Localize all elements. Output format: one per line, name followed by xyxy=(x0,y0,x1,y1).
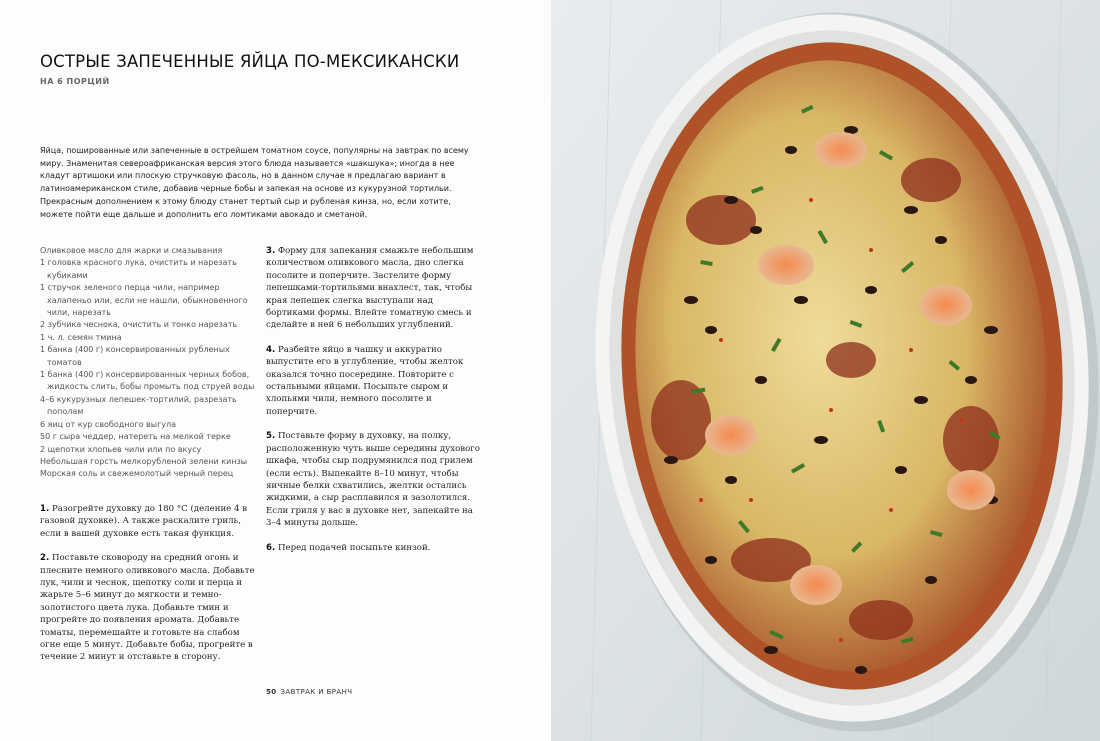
method-column-right xyxy=(266,245,484,566)
ingredient-item: 1 ч. л. семян тмина xyxy=(40,332,122,342)
recipe-intro xyxy=(40,145,485,221)
step-text: Разогрейте духовку до 180 °С (деление 4 в газовой духовке). А также раскалите гриль, если в вашей духовке есть такая функция. xyxy=(40,504,248,539)
step-text: Поставьте сковороду на средний огонь и плесните немного оливкового масла. Добавьте лук, чили и чеснок, щепотку соли и перца и жарьте 5–6 минут до мягкости и темно-золотистого цвета лука. Добавьте тмин и прогрейте до появления аромата. Добавьте томаты, перемешайте и готовьте на слабом огне еще 5 минут. Добавьте бобы, прогрейте в течение 2 минут и отставьте в сторону. xyxy=(40,553,255,663)
step-number: 5. xyxy=(266,431,276,442)
baked-eggs-dish-photo xyxy=(551,0,1100,741)
ingredient-item: Морская соль и свежемолотый черный перец xyxy=(40,469,234,479)
method-step xyxy=(40,552,258,664)
method-step xyxy=(266,245,484,332)
method-step xyxy=(266,344,484,418)
page-number: 50 xyxy=(266,688,277,696)
step-text: Поставьте форму в духовку, на полку, расположенную чуть выше середины духового шкафа, чтобы сыр подрумянился под грилем (если есть). Выпекайте 8–10 минут, чтобы яичные белки схватились, желтки остались жидкими, а сыр расплавился и зазолотился. Если гриля у вас в духовке нет, запекайте на 3–4 минуты дольше. xyxy=(266,431,480,529)
ingredient-item: Небольшая горсть мелкорубленой зелени кинзы xyxy=(40,456,248,466)
method-step xyxy=(266,542,484,554)
method-step xyxy=(266,430,484,529)
step-number: 2. xyxy=(40,553,50,564)
method-column-left xyxy=(40,503,258,676)
step-text: Форму для запекания смажьте небольшим количеством оливкового масла, дно слегка посолите и поперчите. Застелите форму лепешками-тортильями внахлест, так, чтобы края лепешек слегка выступали над бортиками формы. Влейте томатную смесь и сделайте в ней 6 небольших углублений. xyxy=(266,246,474,331)
section-name: ЗАВТРАК И БРАНЧ xyxy=(280,688,353,696)
step-number: 3. xyxy=(266,246,276,256)
page-footer xyxy=(266,688,352,696)
step-text: Разбейте яйцо в чашку и аккуратно выпустите его в углубление, чтобы желток оказался точно посередине. Повторите с остальными яйцами. Посыпьте сыром и хлопьями чили, немного посолите и поперчите. xyxy=(266,344,464,417)
step-number: 6. xyxy=(266,542,276,553)
step-number: 4. xyxy=(266,344,276,355)
ingredient-item: 1 банка (400 г) консервированных рубленых томатов xyxy=(40,345,230,367)
ingredient-item: 1 банка (400 г) консервированных черных бобов, жидкость слить, бобы промыть под струей воды xyxy=(40,370,255,392)
step-number: 1. xyxy=(40,504,50,514)
photo-page xyxy=(551,0,1100,741)
servings-label: НА 6 ПОРЦИЙ xyxy=(40,77,110,86)
ingredient-item: 6 яиц от кур свободного выгула xyxy=(40,419,177,429)
ingredient-item: Оливковое масло для жарки и смазывания xyxy=(40,246,223,255)
ingredient-item: 1 головка красного лука, очистить и нарезать кубиками xyxy=(40,258,237,280)
ingredients-list xyxy=(40,245,260,481)
step-text: Перед подачей посыпьте кинзой. xyxy=(277,542,431,553)
recipe-title: ОСТРЫЕ ЗАПЕЧЕННЫЕ ЯЙЦА ПО-МЕКСИКАНСКИ xyxy=(40,52,460,71)
method-step xyxy=(40,503,258,540)
intro-text: Яйца, пошированные или запеченные в острейшем томатном соусе, популярны на завтрак по всему миру. Знаменитая североафриканская версия этого блюда называется «шакшука»; иногда в нее кладут артишоки или плоскую стручковую фасоль, но в данном случае я предлагаю вариант в латиноамериканском стиле, добавив черные бобы и запекая на основе из кукурузной тортильи. Прекрасным дополнением к этому блюду станет тертый сыр и рубленая кинза, но, если хотите, можете пойти еще дальше и дополнить его ломтиками авокадо и сметаной. xyxy=(40,146,469,219)
ingredient-item: 2 зубчика чеснока, очистить и тонко нарезать xyxy=(40,320,238,330)
ingredient-item: 2 щепотки хлопьев чили или по вкусу xyxy=(40,444,202,454)
ingredient-item: 50 г сыра чеддер, натереть на мелкой терке xyxy=(40,432,231,442)
ingredient-item: 1 стручок зеленого перца чили, например халапеньо или, если не нашли, обыкновенного чили, нарезать xyxy=(40,283,248,318)
ingredient-item: 4–6 кукурузных лепешек-тортилий, разрезать пополам xyxy=(40,394,237,417)
